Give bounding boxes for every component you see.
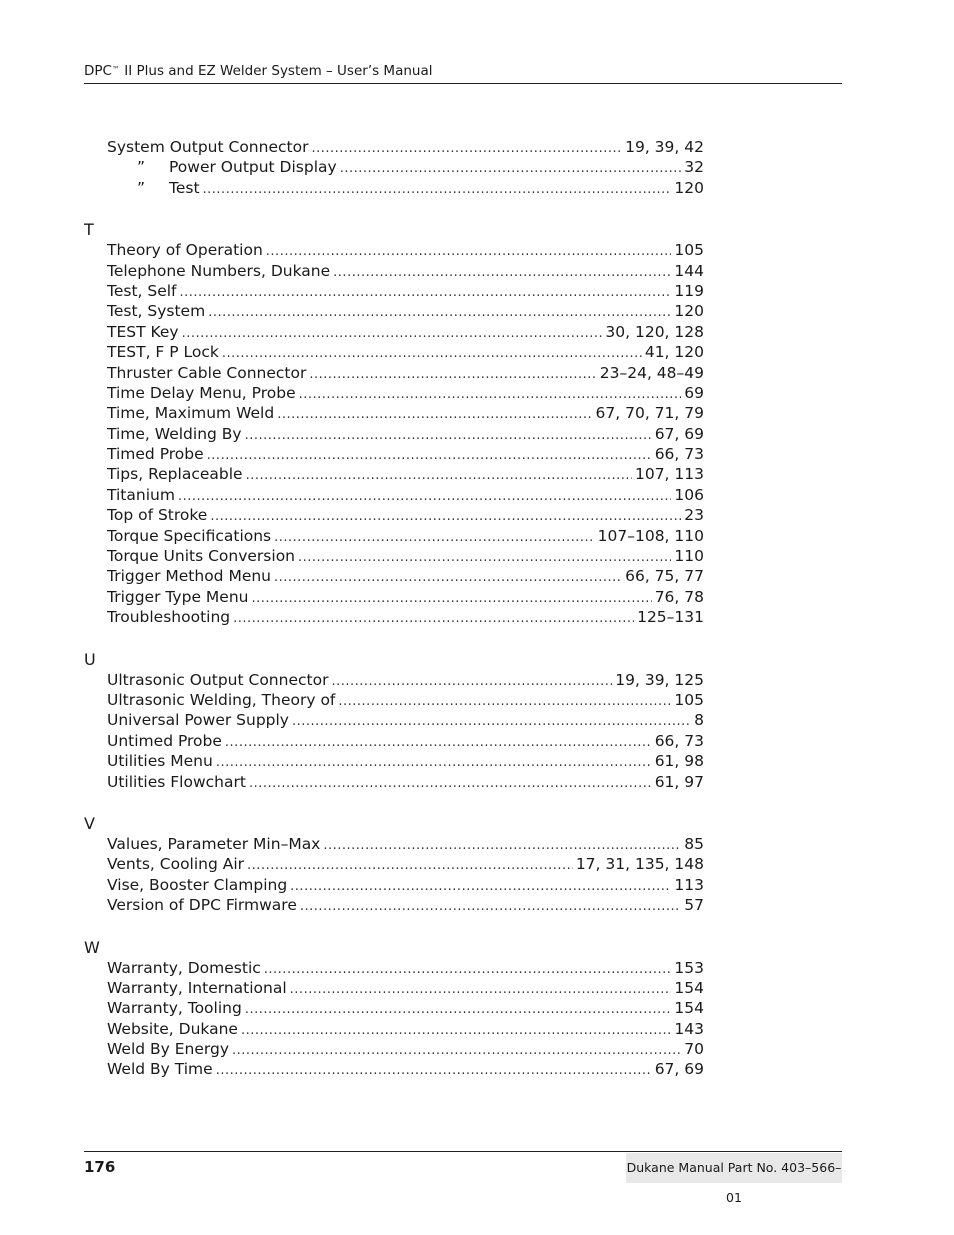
- index-entry: [107, 710, 704, 730]
- index-pages: 154: [674, 978, 704, 997]
- dot-leader: [241, 1021, 671, 1039]
- dot-leader: [216, 753, 652, 771]
- index-pages: 119: [674, 281, 704, 300]
- index-pages: 67, 69: [654, 424, 704, 443]
- index-entry: [107, 137, 704, 157]
- index-term: Ultrasonic Output Connector: [107, 670, 329, 689]
- dot-leader: [208, 303, 671, 321]
- index-pages: 67, 70, 71, 79: [595, 404, 704, 423]
- index-entry: [107, 424, 704, 444]
- index-entry: [107, 690, 704, 710]
- index-entry: [107, 772, 704, 792]
- page-footer: [84, 1151, 842, 1205]
- dot-leader: [180, 283, 672, 301]
- index-entry: [107, 301, 704, 321]
- index-term: Trigger Type Menu: [107, 587, 249, 606]
- index-term: Weld By Energy: [107, 1040, 230, 1059]
- ditto-mark: ”: [137, 178, 146, 197]
- index-pages: 105: [674, 241, 704, 260]
- index-entry: [107, 854, 704, 874]
- index-entry: [107, 958, 704, 978]
- index-entry: [107, 281, 704, 301]
- ditto-mark: ”: [137, 158, 146, 177]
- index-term: Website, Dukane: [107, 1019, 238, 1038]
- index-pages: 120: [674, 302, 704, 321]
- index-entry: [107, 342, 704, 362]
- page-number: 176: [84, 1158, 116, 1176]
- index-entry: [107, 505, 704, 525]
- index-pages: 153: [674, 958, 704, 977]
- dot-leader: [245, 1000, 672, 1018]
- index-term: Untimed Probe: [107, 731, 222, 750]
- index-pages: 66, 75, 77: [625, 567, 704, 586]
- index-term: Vents, Cooling Air: [107, 855, 245, 874]
- index-subentry: [137, 157, 704, 177]
- index-list: [84, 137, 704, 1080]
- index-entry: [107, 444, 704, 464]
- dot-leader: [246, 466, 632, 484]
- index-section-letter: W: [84, 937, 100, 957]
- index-term: Troubleshooting: [107, 608, 231, 627]
- dot-leader: [247, 856, 573, 874]
- dot-leader: [323, 836, 681, 854]
- index-entry: [107, 546, 704, 566]
- index-term: Thruster Cable Connector: [107, 363, 307, 382]
- dot-leader: [222, 344, 642, 362]
- index-term: Time, Maximum Weld: [107, 404, 275, 423]
- index-term: Universal Power Supply: [107, 711, 289, 730]
- index-term: Test, System: [107, 302, 206, 321]
- dot-leader: [251, 589, 651, 607]
- index-subentry: [137, 178, 704, 198]
- index-term: TEST, F P Lock: [107, 343, 219, 362]
- dot-leader: [225, 733, 652, 751]
- index-term: Weld By Time: [107, 1060, 213, 1079]
- dot-leader: [274, 568, 622, 586]
- dot-leader: [292, 712, 691, 730]
- index-term: Time, Welding By: [107, 424, 242, 443]
- dot-leader: [182, 324, 603, 342]
- index-pages: 66, 73: [654, 731, 704, 750]
- index-entry: [107, 261, 704, 281]
- index-entry: [107, 607, 704, 627]
- index-pages: 154: [674, 999, 704, 1018]
- index-pages: 113: [674, 875, 704, 894]
- header-title-prefix: DPC: [84, 63, 112, 79]
- index-entry: [107, 403, 704, 423]
- index-entry: [107, 363, 704, 383]
- index-pages: 106: [674, 485, 704, 504]
- index-entry: [107, 751, 704, 771]
- index-term: Theory of Operation: [107, 241, 263, 260]
- index-entry: [107, 978, 704, 998]
- running-header: [84, 63, 842, 84]
- dot-leader: [338, 692, 671, 710]
- index-entry: [107, 240, 704, 260]
- index-pages: 143: [674, 1019, 704, 1038]
- index-entry: [107, 383, 704, 403]
- index-term: TEST Key: [107, 322, 179, 341]
- index-entry: [107, 464, 704, 484]
- index-section-letter: U: [84, 649, 96, 669]
- index-section-letter: V: [84, 813, 95, 833]
- index-pages: 76, 78: [654, 587, 704, 606]
- dot-leader: [311, 139, 622, 157]
- index-pages: 8: [694, 711, 704, 730]
- index-pages: 41, 120: [644, 343, 704, 362]
- index-pages: 61, 98: [654, 752, 704, 771]
- dot-leader: [309, 365, 596, 383]
- index-pages: 66, 73: [654, 445, 704, 464]
- dot-leader: [274, 528, 595, 546]
- index-pages: 61, 97: [654, 772, 704, 791]
- index-entry: [107, 895, 704, 915]
- index-pages: 144: [674, 261, 704, 280]
- index-entry: [107, 566, 704, 586]
- dot-leader: [331, 672, 612, 690]
- index-pages: 125–131: [637, 608, 704, 627]
- index-term: Utilities Menu: [107, 752, 213, 771]
- index-entry: [107, 998, 704, 1018]
- dot-leader: [207, 446, 652, 464]
- index-entry: [107, 670, 704, 690]
- dot-leader: [298, 548, 671, 566]
- dot-leader: [290, 980, 672, 998]
- trademark-symbol: ™: [111, 65, 120, 74]
- index-term: Warranty, Tooling: [107, 999, 242, 1018]
- index-pages: 69: [684, 383, 704, 402]
- index-term: Warranty, Domestic: [107, 958, 261, 977]
- index-entry: [107, 834, 704, 854]
- index-term: Titanium: [107, 485, 175, 504]
- index-pages: 107, 113: [634, 465, 704, 484]
- index-term: Warranty, International: [107, 978, 287, 997]
- dot-leader: [299, 385, 682, 403]
- index-entry: [107, 1039, 704, 1059]
- index-pages: 32: [684, 158, 704, 177]
- index-term: Version of DPC Firmware: [107, 896, 297, 915]
- index-pages: 23: [684, 506, 704, 525]
- index-entry: [107, 485, 704, 505]
- index-pages: 85: [684, 834, 704, 853]
- index-entry: [107, 322, 704, 342]
- index-term: System Output Connector: [107, 138, 309, 156]
- dot-leader: [277, 405, 592, 423]
- index-term: Time Delay Menu, Probe: [107, 383, 296, 402]
- index-term: Telephone Numbers, Dukane: [107, 261, 331, 280]
- dot-leader: [290, 877, 671, 895]
- dot-leader: [300, 897, 681, 915]
- index-pages: 67, 69: [654, 1060, 704, 1079]
- index-entry: [107, 1019, 704, 1039]
- index-pages: 70: [684, 1040, 704, 1059]
- dot-leader: [245, 426, 652, 444]
- dot-leader: [264, 960, 672, 978]
- index-pages: 57: [684, 896, 704, 915]
- index-term: Ultrasonic Welding, Theory of: [107, 690, 336, 709]
- dot-leader: [233, 609, 634, 627]
- index-term: Test: [169, 178, 200, 197]
- dot-leader: [266, 242, 672, 260]
- index-entry: [107, 875, 704, 895]
- dot-leader: [203, 180, 672, 198]
- index-section-letter: T: [84, 220, 94, 240]
- index-term: Utilities Flowchart: [107, 772, 246, 791]
- dot-leader: [333, 263, 671, 281]
- index-term: Power Output Display: [169, 158, 337, 177]
- dot-leader: [178, 487, 671, 505]
- index-entry: [107, 526, 704, 546]
- index-term: Torque Units Conversion: [107, 547, 295, 566]
- header-title-rest: II Plus and EZ Welder System – User’s Manual: [119, 63, 433, 79]
- index-entry: [107, 587, 704, 607]
- index-pages: 19, 39, 125: [615, 670, 704, 689]
- index-entry: [107, 731, 704, 751]
- index-term: Top of Stroke: [107, 506, 208, 525]
- index-term: Values, Parameter Min–Max: [107, 834, 321, 853]
- index-pages: 107–108, 110: [597, 526, 704, 545]
- index-term: Tips, Replaceable: [107, 465, 243, 484]
- dot-leader: [249, 774, 652, 792]
- index-pages: 19, 39, 42: [625, 138, 704, 156]
- index-pages: 120: [674, 178, 704, 197]
- index-term: Vise, Booster Clamping: [107, 875, 288, 894]
- index-pages: 110: [674, 547, 704, 566]
- index-pages: 17, 31, 135, 148: [575, 855, 704, 874]
- index-pages: 30, 120, 128: [605, 322, 704, 341]
- dot-leader: [232, 1041, 681, 1059]
- index-entry: [107, 1059, 704, 1079]
- index-term: Torque Specifications: [107, 526, 272, 545]
- index-term: Timed Probe: [107, 445, 204, 464]
- index-pages: 23–24, 48–49: [599, 363, 704, 382]
- dot-leader: [340, 159, 682, 177]
- index-term: Trigger Method Menu: [107, 567, 271, 586]
- dot-leader: [210, 507, 681, 525]
- manual-part-number: Dukane Manual Part No. 403–566–01: [626, 1153, 842, 1183]
- dot-leader: [216, 1061, 652, 1079]
- index-pages: 105: [674, 690, 704, 709]
- index-term: Test, Self: [107, 281, 177, 300]
